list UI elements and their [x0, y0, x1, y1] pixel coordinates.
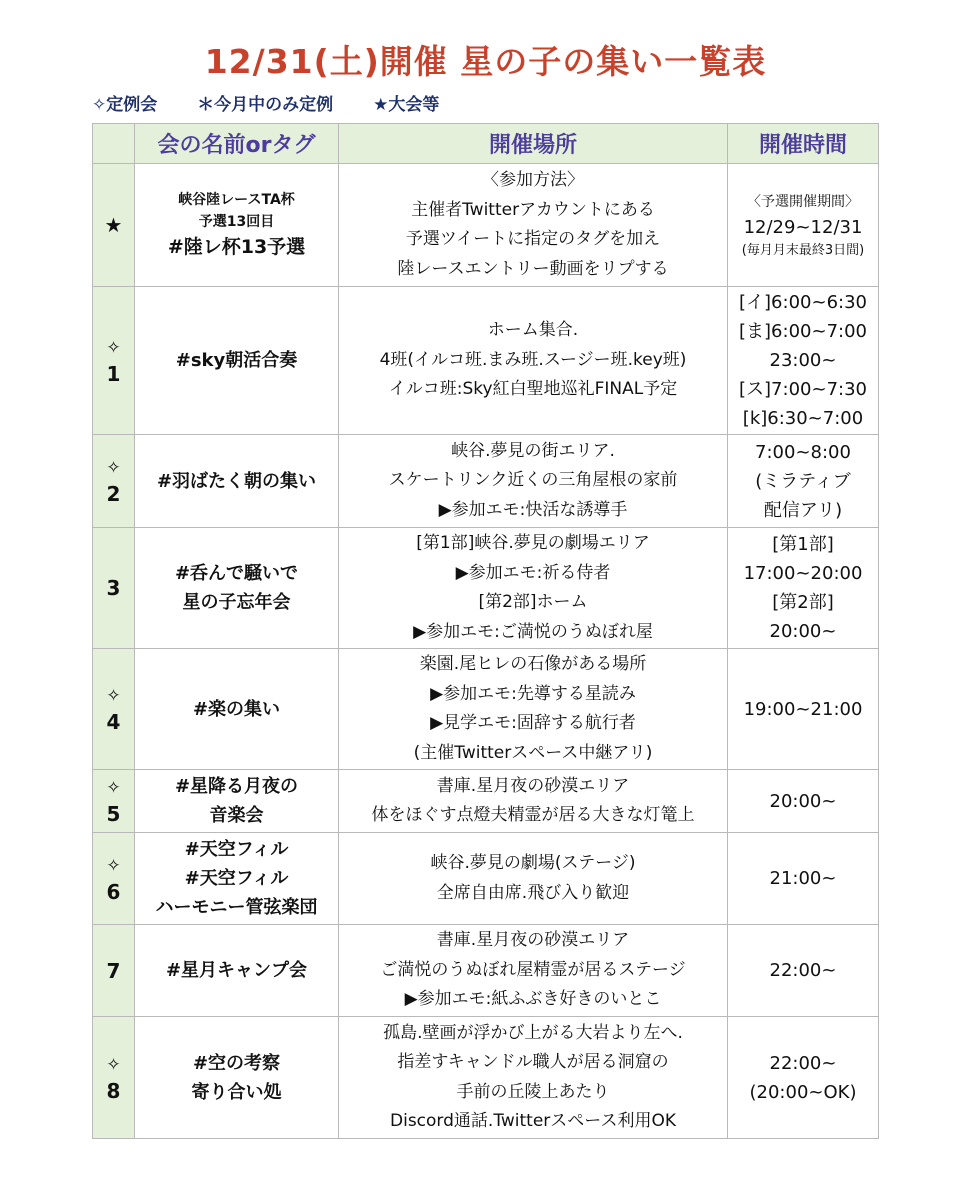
- event-name-cell: [135, 925, 339, 1017]
- event-place-line: ▶参加エモ:快活な誘導手: [438, 499, 628, 520]
- event-place-line: 指差すキャンドル職人が居る洞窟の: [397, 1052, 669, 1072]
- event-time-line: 22:00~: [769, 960, 837, 981]
- event-place-line: ▶参加エモ:祈る侍者: [455, 562, 611, 583]
- event-place-line: イルコ班:Sky紅白聖地巡礼FINAL予定: [388, 379, 678, 400]
- event-time-line: 19:00~21:00: [743, 698, 863, 720]
- event-time-line: [k]6:30~7:00: [742, 408, 864, 429]
- row-number: 1: [106, 361, 121, 386]
- event-place-line: 書庫.星月夜の砂漠エリア: [436, 930, 630, 951]
- row-mark: ✧: [106, 855, 121, 876]
- header-time: 開催時間: [728, 124, 879, 164]
- event-time-line: (毎月月末最終3日間): [741, 242, 865, 258]
- event-time-line: 20:00~: [769, 621, 837, 642]
- event-place-line: [第2部]ホーム: [478, 592, 588, 612]
- event-name-line: 寄り合い処: [191, 1081, 282, 1103]
- event-place-line: (主催Twitterスペース中継アリ): [413, 742, 653, 763]
- event-time-line: [第1部]: [772, 534, 834, 555]
- event-name-cell: [135, 1017, 339, 1139]
- event-time-line: 21:00~: [769, 868, 837, 889]
- event-place-line: Discord通話.Twitterスペース利用OK: [390, 1111, 676, 1131]
- event-time-line: (20:00~OK): [749, 1081, 857, 1103]
- event-place-line: スケートリンク近くの三角屋根の家前: [388, 470, 678, 491]
- table-row: [93, 164, 879, 287]
- row-number-cell: [93, 287, 135, 435]
- event-place-line: 峡谷.夢見の街エリア.: [451, 440, 615, 461]
- table-row: [93, 528, 879, 649]
- event-place-line: 4班(イルコ班.まみ班.スージー班.key班): [379, 349, 687, 370]
- event-time-line: (ミラティブ: [755, 470, 851, 492]
- event-time-line: 23:00~: [769, 350, 837, 371]
- event-time-line: 17:00~20:00: [743, 563, 863, 584]
- event-place-cell: [339, 925, 728, 1017]
- row-number: 5: [106, 802, 121, 826]
- event-time-line: 20:00~: [769, 790, 837, 812]
- event-place-cell: [339, 287, 728, 435]
- event-time-line: [ス]7:00~7:30: [739, 379, 867, 400]
- row-number-cell: [93, 649, 135, 770]
- event-place-line: 書庫.星月夜の砂漠エリア: [436, 775, 630, 796]
- table-row: [93, 833, 879, 925]
- schedule-table: [92, 123, 879, 1139]
- event-place-line: 〈参加方法〉: [482, 170, 584, 190]
- event-name-line: #天空フィル: [184, 839, 289, 860]
- row-number: 2: [106, 482, 121, 506]
- event-place-cell: [339, 770, 728, 833]
- event-name-line: 峡谷陸レースTA杯: [178, 191, 295, 208]
- event-place-line: 全席自由席.飛び入り歓迎: [436, 882, 630, 903]
- header-place: 開催場所: [339, 124, 728, 164]
- event-name-line: #星月キャンプ会: [165, 960, 308, 981]
- table-row: [93, 925, 879, 1017]
- event-time-cell: [728, 649, 879, 770]
- header-name: 会の名前orタグ: [135, 124, 339, 164]
- event-name-cell: [135, 833, 339, 925]
- legend-regular: ✧定例会: [92, 95, 158, 115]
- event-time-line: 22:00~: [769, 1052, 837, 1074]
- row-mark: ✧: [106, 686, 121, 706]
- event-place-line: 手前の丘陵上あたり: [456, 1081, 610, 1102]
- event-name-line: #sky朝活合奏: [175, 350, 298, 371]
- event-place-line: ホーム集合.: [487, 320, 579, 341]
- event-name-cell: [135, 649, 339, 770]
- event-place-line: 陸レースエントリー動画をリプする: [397, 258, 669, 279]
- event-name-cell: [135, 164, 339, 287]
- event-name-line: #空の考察: [192, 1052, 281, 1074]
- event-time-cell: [728, 528, 879, 649]
- event-place-line: 体をほぐす点燈夫精霊が居る大きな灯篭上: [371, 805, 695, 825]
- row-number: 3: [106, 576, 121, 600]
- event-time-cell: [728, 435, 879, 528]
- event-name-line: 星の子忘年会: [182, 592, 291, 613]
- event-name-line: #呑んで騒いで: [174, 563, 299, 584]
- event-time-line: 7:00~8:00: [755, 441, 851, 463]
- event-time-line: [第2部]: [772, 592, 834, 613]
- row-mark: ✧: [106, 458, 121, 478]
- row-mark: ✧: [106, 1054, 121, 1075]
- event-name-line: #楽の集い: [192, 698, 281, 720]
- event-time-cell: [728, 164, 879, 287]
- event-place-line: 孤島.壁画が浮かび上がる大岩より左へ.: [383, 1022, 683, 1043]
- event-name-line: #陸レ杯13予選: [167, 235, 306, 258]
- event-place-line: ▶参加エモ:先導する星読み: [430, 683, 636, 704]
- event-time-cell: [728, 1017, 879, 1139]
- event-time-cell: [728, 770, 879, 833]
- event-time-line: [ま]6:00~7:00: [739, 321, 867, 342]
- event-name-line: 予選13回目: [198, 213, 275, 230]
- row-number-cell: [93, 164, 135, 287]
- event-place-line: ご満悦のうぬぼれ屋精霊が居るステージ: [380, 959, 686, 980]
- table-row: [93, 287, 879, 435]
- table-header-row: [93, 124, 879, 164]
- page-title: 12/31(土)開催 星の子の集い一覧表: [204, 42, 767, 81]
- event-name-line: ハーモニー管弦楽団: [155, 897, 318, 918]
- row-number: 4: [106, 710, 121, 734]
- event-time-line: [イ]6:00~6:30: [739, 292, 867, 313]
- row-number: 7: [106, 958, 121, 983]
- table-row: [93, 649, 879, 770]
- event-place-cell: [339, 833, 728, 925]
- legend-this-month: ＊今月中のみ定例: [197, 95, 334, 115]
- event-place-cell: [339, 435, 728, 528]
- event-place-line: 主催者Twitterアカウントにある: [411, 199, 655, 220]
- row-number-cell: [93, 833, 135, 925]
- event-place-line: [第1部]峡谷.夢見の劇場エリア: [416, 533, 650, 553]
- event-time-line: 12/29~12/31: [743, 216, 863, 238]
- event-name-cell: [135, 770, 339, 833]
- event-place-cell: [339, 649, 728, 770]
- table-row: [93, 770, 879, 833]
- event-name-line: 音楽会: [209, 805, 264, 826]
- row-number-cell: [93, 925, 135, 1017]
- event-place-cell: [339, 164, 728, 287]
- row-mark: ✧: [106, 337, 121, 358]
- event-place-line: ▶参加エモ:ご満悦のうぬぼれ屋: [413, 621, 653, 642]
- event-time-cell: [728, 833, 879, 925]
- event-place-line: 楽園.尾ヒレの石像がある場所: [419, 654, 647, 674]
- table-row: [93, 1017, 879, 1139]
- row-number-cell: [93, 770, 135, 833]
- event-name-line: #星降る月夜の: [174, 776, 299, 797]
- event-place-line: ▶見学エモ:固辞する航行者: [430, 713, 636, 733]
- event-time-cell: [728, 287, 879, 435]
- event-place-line: 峡谷.夢見の劇場(ステージ): [430, 853, 636, 873]
- row-number-cell: [93, 1017, 135, 1139]
- event-time-cell: [728, 925, 879, 1017]
- header-corner: [93, 124, 135, 164]
- row-number-cell: [93, 528, 135, 649]
- event-name-line: #羽ばたく朝の集い: [156, 470, 317, 492]
- legend: [92, 90, 473, 115]
- event-name-cell: [135, 528, 339, 649]
- row-number-cell: [93, 435, 135, 528]
- row-mark: ✧: [106, 778, 121, 798]
- event-place-cell: [339, 528, 728, 649]
- row-number: 6: [106, 879, 121, 904]
- legend-tournament: ★大会等: [373, 95, 440, 115]
- event-place-line: ▶参加エモ:紙ふぶき好きのいとこ: [404, 989, 662, 1010]
- event-time-line: 配信アリ): [763, 499, 843, 521]
- event-place-line: 予選ツイートに指定のタグを加え: [405, 229, 661, 249]
- event-name-line: #天空フィル: [184, 868, 289, 889]
- event-time-line: 〈予選開催期間〉: [747, 193, 859, 210]
- row-mark: ★: [104, 213, 123, 237]
- event-name-cell: [135, 287, 339, 435]
- event-name-cell: [135, 435, 339, 528]
- table-row: [93, 435, 879, 528]
- row-number: 8: [106, 1078, 121, 1103]
- event-place-cell: [339, 1017, 728, 1139]
